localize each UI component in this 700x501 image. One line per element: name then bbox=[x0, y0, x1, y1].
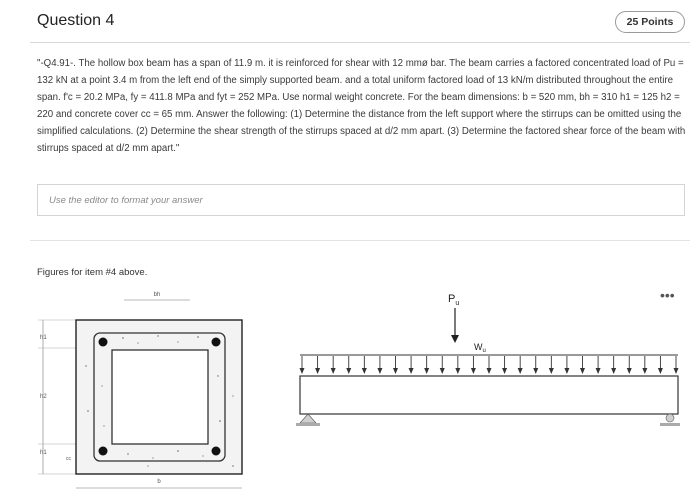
h1-top-label: h1 bbox=[40, 335, 47, 341]
load-arrow-head bbox=[471, 368, 476, 374]
load-arrow-head bbox=[409, 368, 414, 374]
points-badge: 25 Points bbox=[615, 11, 685, 33]
rebar-bottom-left bbox=[99, 447, 108, 456]
question-text: "-Q4.91-. The hollow box beam has a span of 11.9 m. it is reinforced for shear with 12 mmø bar. The beam carries a factored concentrated load of Pu = 132 kN at a point 3.4 m from the left end of the simply supported beam. and a total uniform factored load of 13 kN/m distributed throughout the entire span. f'c = 20.2 MPa, fy = 411.8 MPa and fyt = 252 MPa. Use normal weight concrete. For the beam dimensions: b = 520 mm, bh = 310 h1 = 125 h2 = 220 and concrete cover cc = 65 mm. Answer the following: (1) Determine the distance from the left support where the stirrups can be omitted using the simplified calculations. (2) Determine the shear strength of the stirrups spaced at d/2 mm apart. (3) Determine the factored shear force of the beam with stirrups spaced at d/2 mm apart." bbox=[37, 58, 686, 154]
load-arrow-head bbox=[596, 368, 601, 374]
load-arrow-head bbox=[300, 368, 305, 374]
load-arrow-head bbox=[627, 368, 632, 374]
wu-label: $W_u$ bbox=[474, 342, 486, 354]
rebar-bottom-right bbox=[212, 447, 221, 456]
load-arrow-head bbox=[315, 368, 320, 374]
left-support bbox=[300, 414, 316, 423]
load-arrow-head bbox=[564, 368, 569, 374]
rebar-top-right bbox=[212, 338, 221, 347]
rebar-top-left bbox=[99, 338, 108, 347]
beam-figure bbox=[292, 287, 688, 435]
load-arrow-head bbox=[518, 368, 523, 374]
answer-editor[interactable] bbox=[37, 184, 685, 216]
load-arrow-head bbox=[393, 368, 398, 374]
header-divider bbox=[30, 42, 690, 43]
load-arrow-head bbox=[424, 368, 429, 374]
load-arrow-head bbox=[580, 368, 585, 374]
load-arrow-head bbox=[642, 368, 647, 374]
box-section-figure bbox=[28, 286, 258, 496]
h2-label: h2 bbox=[40, 394, 47, 400]
load-arrow-head bbox=[440, 368, 445, 374]
load-arrow-head bbox=[674, 368, 679, 374]
pu-label: $P_u$ bbox=[448, 293, 460, 307]
load-arrow-head bbox=[611, 368, 616, 374]
answer-placeholder: Use the editor to format your answer bbox=[49, 195, 203, 206]
cc-label: cc bbox=[66, 456, 71, 462]
load-arrow-head bbox=[487, 368, 492, 374]
figures-caption: Figures for item #4 above. bbox=[37, 267, 148, 278]
load-arrow-head bbox=[346, 368, 351, 374]
load-arrow-head bbox=[658, 368, 663, 374]
bh-label: bh bbox=[153, 292, 161, 298]
question-title: Question 4 bbox=[37, 12, 115, 29]
load-arrow-head bbox=[502, 368, 507, 374]
right-support bbox=[666, 414, 674, 422]
distributed-load-arrows bbox=[300, 356, 679, 374]
section-divider bbox=[30, 240, 690, 241]
more-dots-icon[interactable]: ••• bbox=[660, 287, 675, 303]
load-arrow-head bbox=[533, 368, 538, 374]
load-arrow-head bbox=[455, 368, 460, 374]
load-arrow-head bbox=[331, 368, 336, 374]
load-arrow-head bbox=[549, 368, 554, 374]
h1-bottom-label: h1 bbox=[40, 450, 47, 456]
beam-body bbox=[300, 376, 678, 414]
inner-void bbox=[112, 350, 208, 444]
load-arrow-head bbox=[377, 368, 382, 374]
b-label: b bbox=[157, 479, 161, 485]
load-arrow-head bbox=[362, 368, 367, 374]
